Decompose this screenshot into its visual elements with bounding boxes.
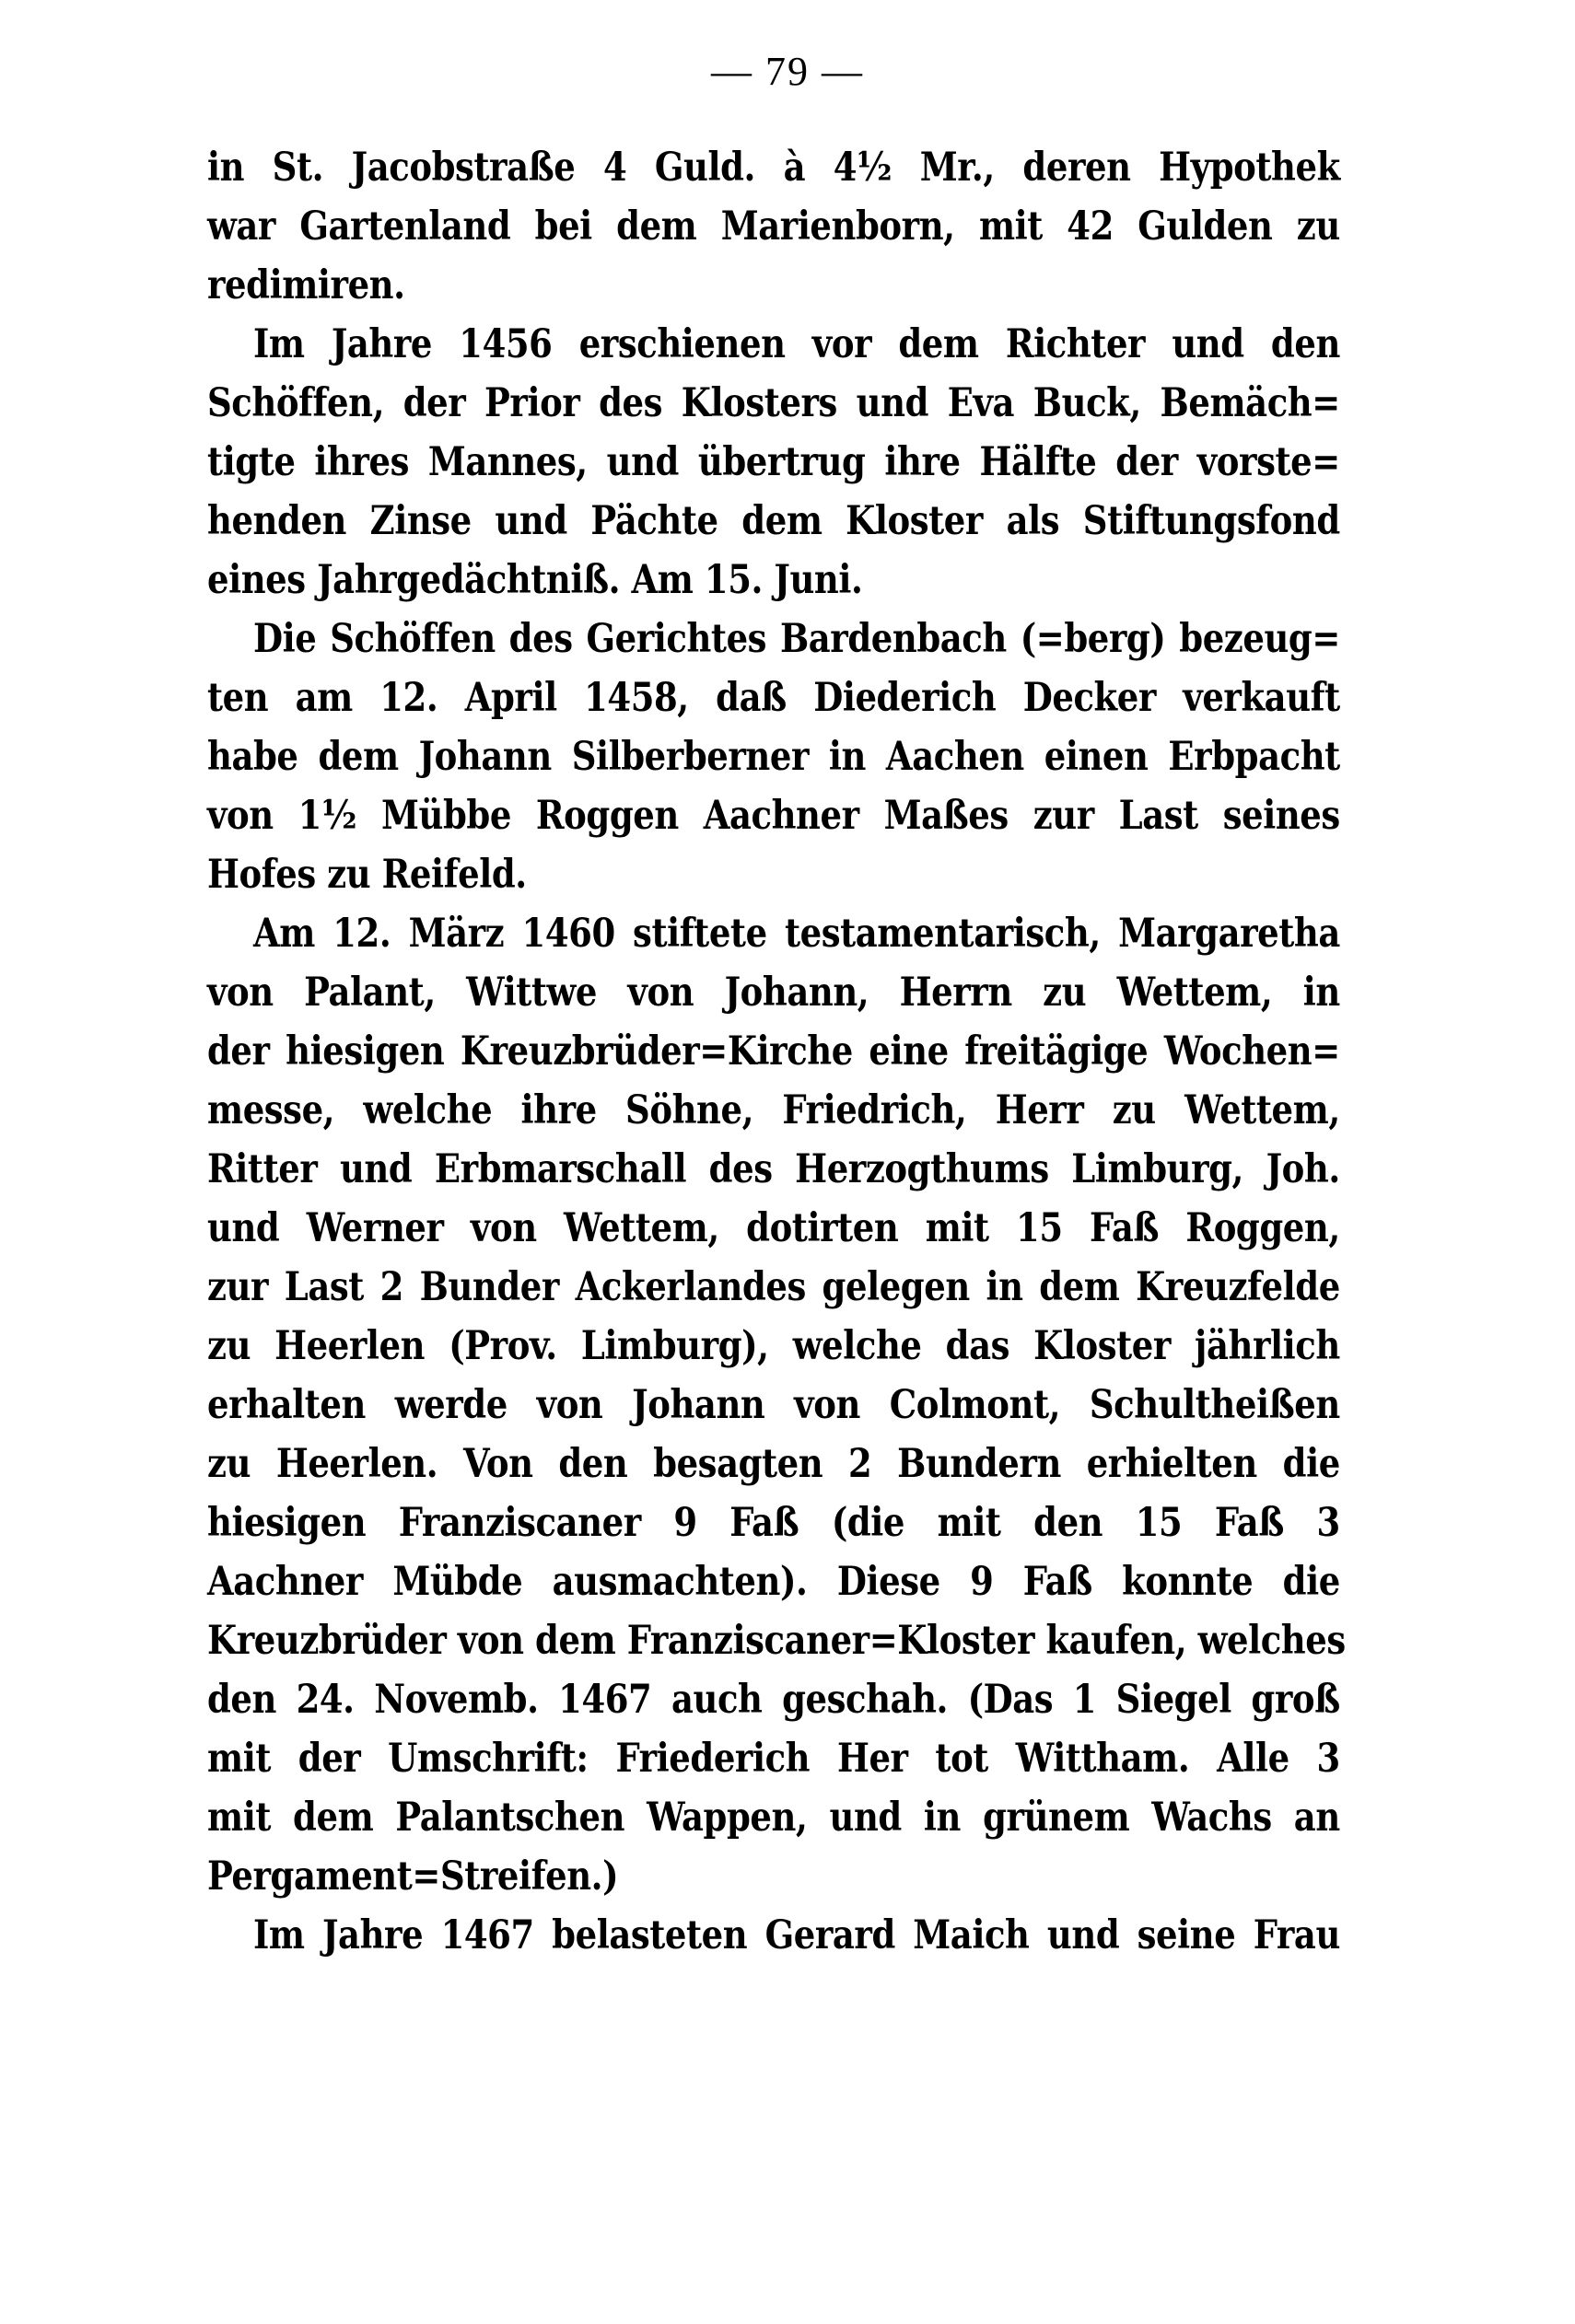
text-line: Ritter und Erbmarschall des Herzogthums Limburg, Joh. [207,1146,1340,1192]
text-line: zu Heerlen. Von den besagten 2 Bundern erhielten die [207,1441,1340,1487]
text-line: zur Last 2 Bunder Ackerlandes gelegen in dem Kreuzfelde [207,1264,1340,1310]
text-line: erhalten werde von Johann von Colmont, Schultheißen [207,1382,1340,1428]
text-line: mit der Umschrift: Friederich Her tot Wittham. Alle 3 [207,1736,1340,1782]
text-line: eines Jahrgedächtniß. Am 15. Juni. [207,557,863,603]
text-line: Am 12. März 1460 stiftete testamentarisch, Margaretha [253,911,1340,957]
text-line: hiesigen Franziscaner 9 Faß (die mit den 15 Faß 3 [207,1500,1340,1546]
text-line: ten am 12. April 1458, daß Diederich Decker verkauft [207,675,1340,721]
text-line: zu Heerlen (Prov. Limburg), welche das Kloster jährlich [207,1323,1340,1369]
paragraph-3 [207,610,1340,904]
paragraph-2 [207,315,1340,610]
text-line: von Palant, Wittwe von Johann, Herrn zu Wettem, in [207,970,1340,1016]
text-line: Im Jahre 1467 belasteten Gerard Maich und seine Frau [253,1912,1340,1958]
text-line: habe dem Johann Silberberner in Aachen einen Erbpacht [207,734,1340,780]
text-line: mit dem Palantschen Wappen, und in grünem Wachs an [207,1795,1340,1841]
text-line: den 24. Novemb. 1467 auch geschah. (Das 1 Siegel groß [207,1677,1340,1723]
text-line: Die Schöffen des Gerichtes Bardenbach (=berg) bezeug= [253,616,1340,662]
text-line: der hiesigen Kreuzbrüder=Kirche eine freitägige Wochen= [207,1028,1340,1075]
text-line: Kreuzbrüder von dem Franziscaner=Kloster kaufen, welches [207,1618,1346,1664]
text-line: Aachner Mübde ausmachten). Diese 9 Faß konnte die [207,1559,1340,1605]
text-line: Im Jahre 1456 erschienen vor dem Richter und den [253,321,1340,367]
page-number: — 79 — [711,49,864,94]
text-line: redimiren. [207,262,405,308]
text-line: war Gartenland bei dem Marienborn, mit 42 Gulden zu [207,203,1340,250]
body-text [207,138,1346,1965]
text-line: von 1½ Mübbe Roggen Aachner Maßes zur Last seines [207,793,1340,839]
text-line: Schöffen, der Prior des Klosters und Eva Buck, Bemäch= [207,380,1340,426]
text-line: Hofes zu Reifeld. [207,852,527,898]
text-line: und Werner von Wettem, dotirten mit 15 Faß Roggen, [207,1205,1340,1251]
text-line: in St. Jacobstraße 4 Guld. à 4½ Mr., deren Hypothek [207,145,1340,191]
text-line: messe, welche ihre Söhne, Friedrich, Herr zu Wettem, [207,1087,1340,1133]
text-line: henden Zinse und Pächte dem Kloster als Stiftungsfond [207,498,1340,544]
paragraph-4 [207,904,1346,1906]
paragraph-1 [207,138,1340,315]
paragraph-5 [207,1906,1340,1965]
text-line: Pergament=Streifen.) [207,1853,619,1900]
text-line: tigte ihres Mannes, und übertrug ihre Hälfte der vorste= [207,439,1340,485]
